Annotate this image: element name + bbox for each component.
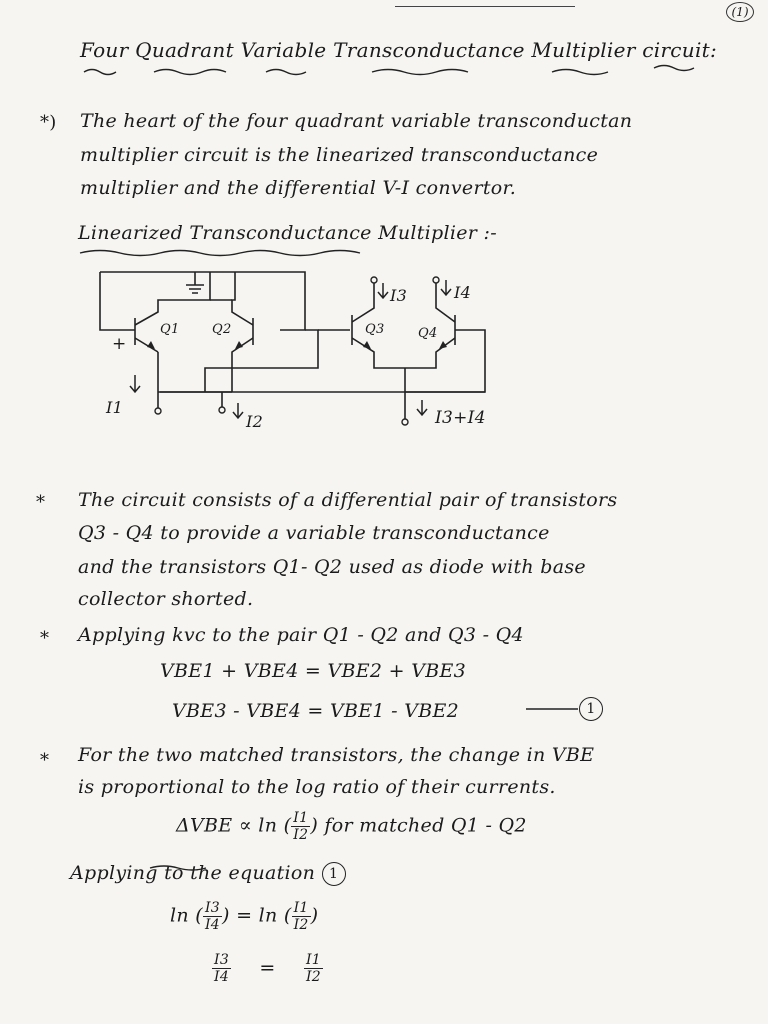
eq4-right-den: I2 bbox=[305, 969, 322, 985]
label-i2: I2 bbox=[246, 412, 264, 431]
para4-line-1: For the two matched transistors, the change in VBE bbox=[78, 744, 595, 766]
label-q1: Q1 bbox=[160, 322, 180, 337]
label-q3: Q3 bbox=[365, 322, 385, 337]
para1-line-3: multiplier and the differential V-I convertor. bbox=[80, 177, 517, 199]
para5-line: Applying to the equation bbox=[70, 862, 316, 884]
page-title: Four Quadrant Variable Transconductance Multiplier circuit: bbox=[80, 38, 718, 62]
eq3-left-den: I4 bbox=[204, 917, 221, 933]
eq3-left-prefix: ln ( bbox=[170, 904, 203, 927]
label-i3-plus-i4: I3+I4 bbox=[435, 408, 486, 428]
equation-2-number: 1 bbox=[579, 697, 603, 721]
label-i4: I4 bbox=[454, 283, 472, 302]
eq4-left-den: I4 bbox=[214, 969, 230, 985]
para1-line-1: The heart of the four quadrant variable transconductan bbox=[80, 110, 633, 132]
relation-suffix: ) for matched Q1 - Q2 bbox=[310, 814, 527, 837]
label-q4: Q4 bbox=[418, 326, 438, 341]
para2-bullet: * bbox=[36, 492, 46, 513]
para2-line-3: and the transistors Q1- Q2 used as diode with base bbox=[78, 556, 586, 578]
para1-line-2: multiplier circuit is the linearized transconductance bbox=[80, 144, 599, 166]
eq3-suffix: ) bbox=[310, 904, 319, 927]
para2-line-4: collector shorted. bbox=[78, 588, 254, 610]
eq3-mid: ) = ln ( bbox=[222, 904, 292, 927]
para4-line-2: is proportional to the log ratio of their currents. bbox=[78, 776, 556, 798]
relation-den: I2 bbox=[293, 827, 309, 843]
para5-line-number: 1 bbox=[322, 862, 346, 886]
relation-prefix: ΔVBE ∝ ln ( bbox=[176, 814, 292, 837]
eq4-left-num: I3 bbox=[214, 952, 230, 968]
para4-bullet: * bbox=[40, 750, 50, 771]
relation-num: I1 bbox=[293, 810, 309, 826]
para2-line-1: The circuit consists of a differential pair of transistors bbox=[78, 489, 618, 511]
equation-2: VBE3 - VBE4 = VBE1 - VBE2 bbox=[172, 700, 460, 722]
eq3-left-num: I3 bbox=[204, 900, 221, 916]
eq4-equals: = bbox=[259, 956, 276, 979]
eq3-right-num: I1 bbox=[293, 900, 309, 916]
label-q2: Q2 bbox=[212, 322, 232, 337]
label-plus: + bbox=[112, 334, 127, 354]
para3-line: Applying kvc to the pair Q1 - Q2 and Q3 - Q4 bbox=[78, 624, 524, 646]
label-i1: I1 bbox=[106, 398, 124, 417]
eq3-right-den: I2 bbox=[293, 917, 309, 933]
para1-bullet: *) bbox=[40, 112, 57, 133]
para3-bullet: * bbox=[40, 628, 50, 649]
section-heading: Linearized Transconductance Multiplier :- bbox=[78, 222, 497, 244]
equation-1: VBE1 + VBE4 = VBE2 + VBE3 bbox=[160, 660, 467, 682]
eq4-right-num: I1 bbox=[305, 952, 322, 968]
page-number: (1) bbox=[726, 2, 754, 22]
label-i3: I3 bbox=[390, 286, 408, 305]
para2-line-2: Q3 - Q4 to provide a variable transconductance bbox=[78, 522, 550, 544]
